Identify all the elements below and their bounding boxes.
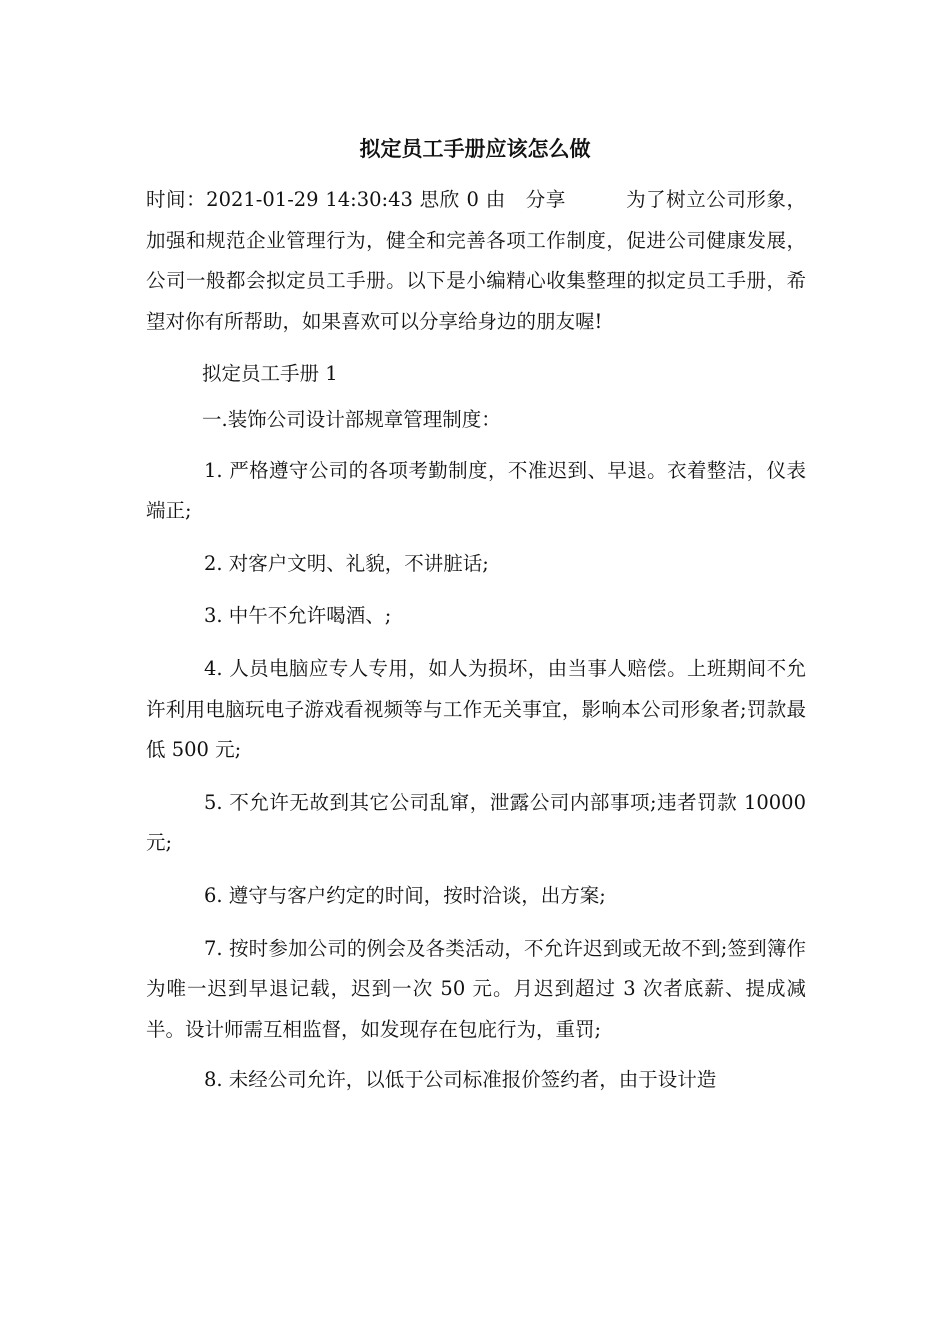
intro-paragraph: 时间：2021-01-29 14:30:43 思欣 0 由 分享 为了树立公司形象，加强和规范企业管理行为，健全和完善各项工作制度，促进公司健康发展，公司一般都会拟定员工手册。以下是小编精心收集整理的拟定员工手册，希望对你有所帮助，如果喜欢可以分享给身边的朋友喔! — [146, 188, 806, 333]
list-item: 2. 对客户文明、礼貌，不讲脏话; — [204, 551, 489, 575]
list-item: 7. 按时参加公司的例会及各类活动，不允许迟到或无故不到;签到簿作为唯一迟到早退记载，迟到一次 50 元。月迟到超过 3 次者底薪、提成减半。设计师需互相监督，如发现存在包庇行为，重罚; — [146, 936, 806, 1041]
document-title: 拟定员工手册应该怎么做 — [359, 137, 591, 161]
section-heading: 拟定员工手册 1 — [202, 362, 338, 386]
list-item: 1. 严格遵守公司的各项考勤制度，不准迟到、早退。衣着整洁，仪表端正; — [146, 458, 806, 523]
list-item: 4. 人员电脑应专人专用，如人为损坏，由当事人赔偿。上班期间不允许利用电脑玩电子游戏看视频等与工作无关事宜，影响本公司形象者;罚款最低 500 元; — [146, 656, 806, 762]
list-item: 8. 未经公司允许，以低于公司标准报价签约者，由于设计造 — [204, 1068, 717, 1092]
subsection-heading: 一.装饰公司设计部规章管理制度： — [202, 407, 501, 431]
list-item: 3. 中午不允许喝酒、; — [204, 604, 392, 628]
document-body — [146, 180, 806, 1101]
list-item: 5. 不允许无故到其它公司乱窜，泄露公司内部事项;违者罚款 10000 元; — [146, 790, 806, 855]
list-item: 6. 遵守与客户约定的时间，按时洽谈，出方案; — [204, 883, 606, 907]
